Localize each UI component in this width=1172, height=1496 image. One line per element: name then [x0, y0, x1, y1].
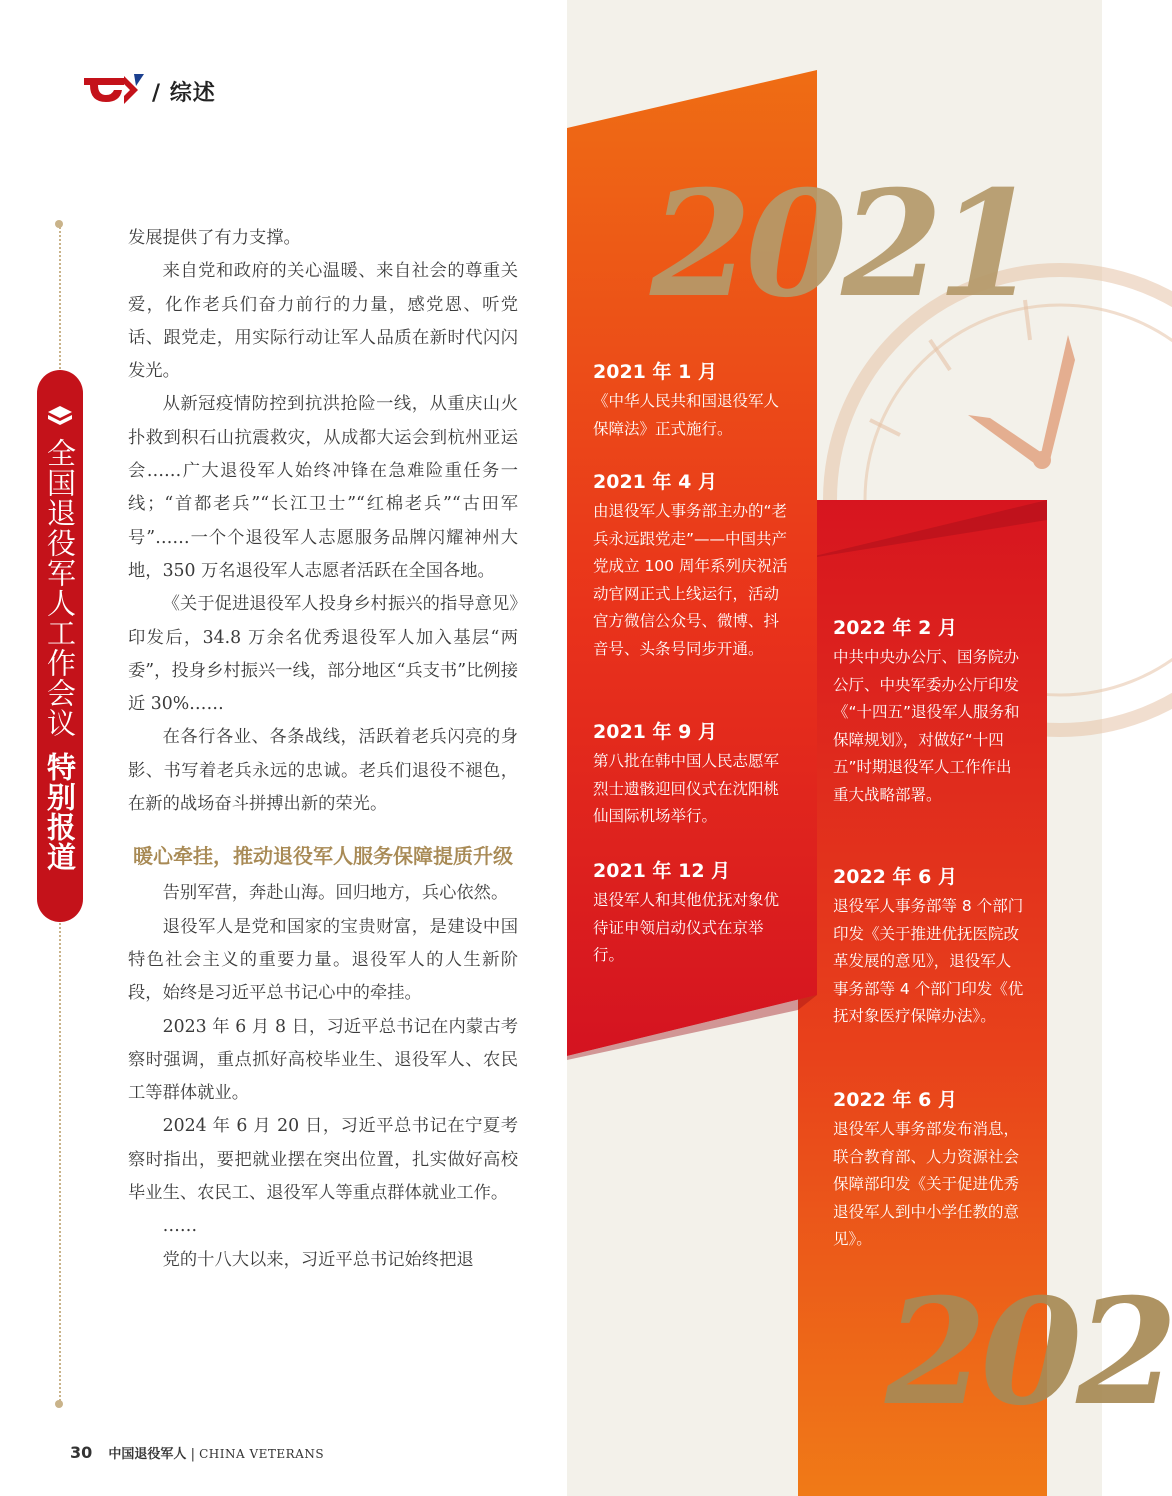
footer-separator: | — [190, 1447, 195, 1462]
divider-dot-bottom — [55, 1400, 63, 1408]
paragraph: 2023 年 6 月 8 日，习近平总书记在内蒙古考察时强调，重点抓好高校毕业生、退役军人、农民工等群体就业。 — [128, 1016, 518, 1104]
magazine-name: 中国退役军人 — [108, 1447, 187, 1462]
event-date: 2022 年 6 月 — [833, 1089, 957, 1111]
event-2021-2 — [593, 468, 793, 663]
event-text: 由退役军人事务部主办的“老兵永远跟党走”——中国共产党成立 100 周年系列庆祝活动官网正式上线运行，活动官方微信公众号、微博、抖音号、头条号同步开通。 — [593, 502, 788, 658]
open-book-icon — [45, 402, 75, 432]
paragraph: 党的十八大以来，习近平总书记始终把退 — [162, 1249, 474, 1270]
banner-title: 全国退役军人工作会议 — [43, 438, 77, 738]
paragraph: 《关于促进退役军人投身乡村振兴的指导意见》印发后，34.8 万余名优秀退役军人加入基层“两委”，投身乡村振兴一线，部分地区“兵支书”比例接近 30%…… — [128, 594, 518, 715]
event-text: 第八批在韩中国人民志愿军烈士遗骸迎回仪式在沈阳桃仙国际机场举行。 — [593, 752, 780, 825]
magazine-english-name: CHINA VETERANS — [199, 1447, 325, 1461]
event-date: 2021 年 9 月 — [593, 721, 717, 743]
year-2021: 2021 — [650, 159, 1033, 330]
paragraph: 从新冠疫情防控到抗洪抢险一线，从重庆山火扑救到积石山抗震救灾，从成都大运会到杭州亚运会……广大退役军人始终冲锋在急难险重任务一线；“首都老兵”“长江卫士”“红棉老兵”“古田军号”……一个个退役军人志愿服务品牌闪耀神州大地，350 万名退役军人志愿者活跃在全国各地。 — [128, 394, 518, 581]
special-report-banner — [37, 370, 83, 922]
event-text: 退役军人和其他优抚对象优待证申领启动仪式在京举行。 — [593, 891, 780, 964]
paragraph: 2024 年 6 月 20 日，习近平总书记在宁夏考察时指出，要把就业摆在突出位置，扎实做好高校毕业生、农民工、退役军人等重点群体就业工作。 — [128, 1116, 518, 1204]
event-date: 2021 年 4 月 — [593, 471, 717, 493]
year-2022: 202 — [885, 1267, 1172, 1438]
event-text: 中共中央办公厅、国务院办公厅、中央军委办公厅印发《“十四五”退役军人服务和保障规划》，对做好“十四五”时期退役军人工作作出重大战略部署。 — [833, 648, 1020, 804]
event-2021-4 — [593, 857, 793, 970]
event-2022-1 — [833, 614, 1025, 809]
paragraph: 来自党和政府的关心温暖、来自社会的尊重关爱，化作老兵们奋力前行的力量，感党恩、听党话、跟党走，用实际行动让军人品质在新时代闪闪发光。 — [128, 261, 518, 382]
event-text: 退役军人事务部发布消息，联合教育部、人力资源社会保障部印发《关于促进优秀退役军人到中小学任教的意见》。 — [833, 1120, 1020, 1248]
paragraph: 退役军人是党和国家的宝贵财富，是建设中国特色社会主义的重要力量。退役军人的人生新阶段，始终是习近平总书记心中的牵挂。 — [128, 916, 518, 1004]
event-2022-2 — [833, 863, 1025, 1031]
paragraph: 告别军营，奔赴山海。回归地方，兵心依然。 — [162, 883, 509, 904]
article-body — [128, 222, 518, 1277]
event-2021-1 — [593, 358, 793, 443]
paragraph: …… — [162, 1216, 198, 1237]
event-2022-3 — [833, 1086, 1025, 1254]
paragraph: 在各行各业、各条战线，活跃着老兵闪亮的身影、书写着老兵永远的忠诚。老兵们退役不褪色，在新的战场奋斗拼搏出新的荣光。 — [128, 727, 518, 815]
paragraph: 发展提供了有力支撑。 — [128, 228, 301, 248]
event-2021-3 — [593, 718, 793, 831]
section-heading: 暖心牵挂，推动退役军人服务保障提质升级 — [133, 844, 513, 869]
event-date: 2022 年 6 月 — [833, 866, 957, 888]
event-date: 2021 年 1 月 — [593, 361, 717, 383]
event-date: 2021 年 12 月 — [593, 860, 731, 882]
event-text: 退役军人事务部等 8 个部门印发《关于推进优抚医院改革发展的意见》，退役军人事务部等 4 个部门印发《优抚对象医疗保障办法》。 — [833, 897, 1024, 1025]
page-number: 30 — [70, 1443, 93, 1462]
event-text: 《中华人民共和国退役军人保障法》正式施行。 — [593, 392, 780, 438]
section-label: / 综述 — [152, 81, 216, 106]
divider-dot-top — [55, 220, 63, 228]
banner-tag: 特别报道 — [43, 752, 77, 872]
magazine-logo-icon — [84, 70, 148, 110]
event-date: 2022 年 2 月 — [833, 617, 957, 639]
page-footer — [70, 1443, 324, 1462]
